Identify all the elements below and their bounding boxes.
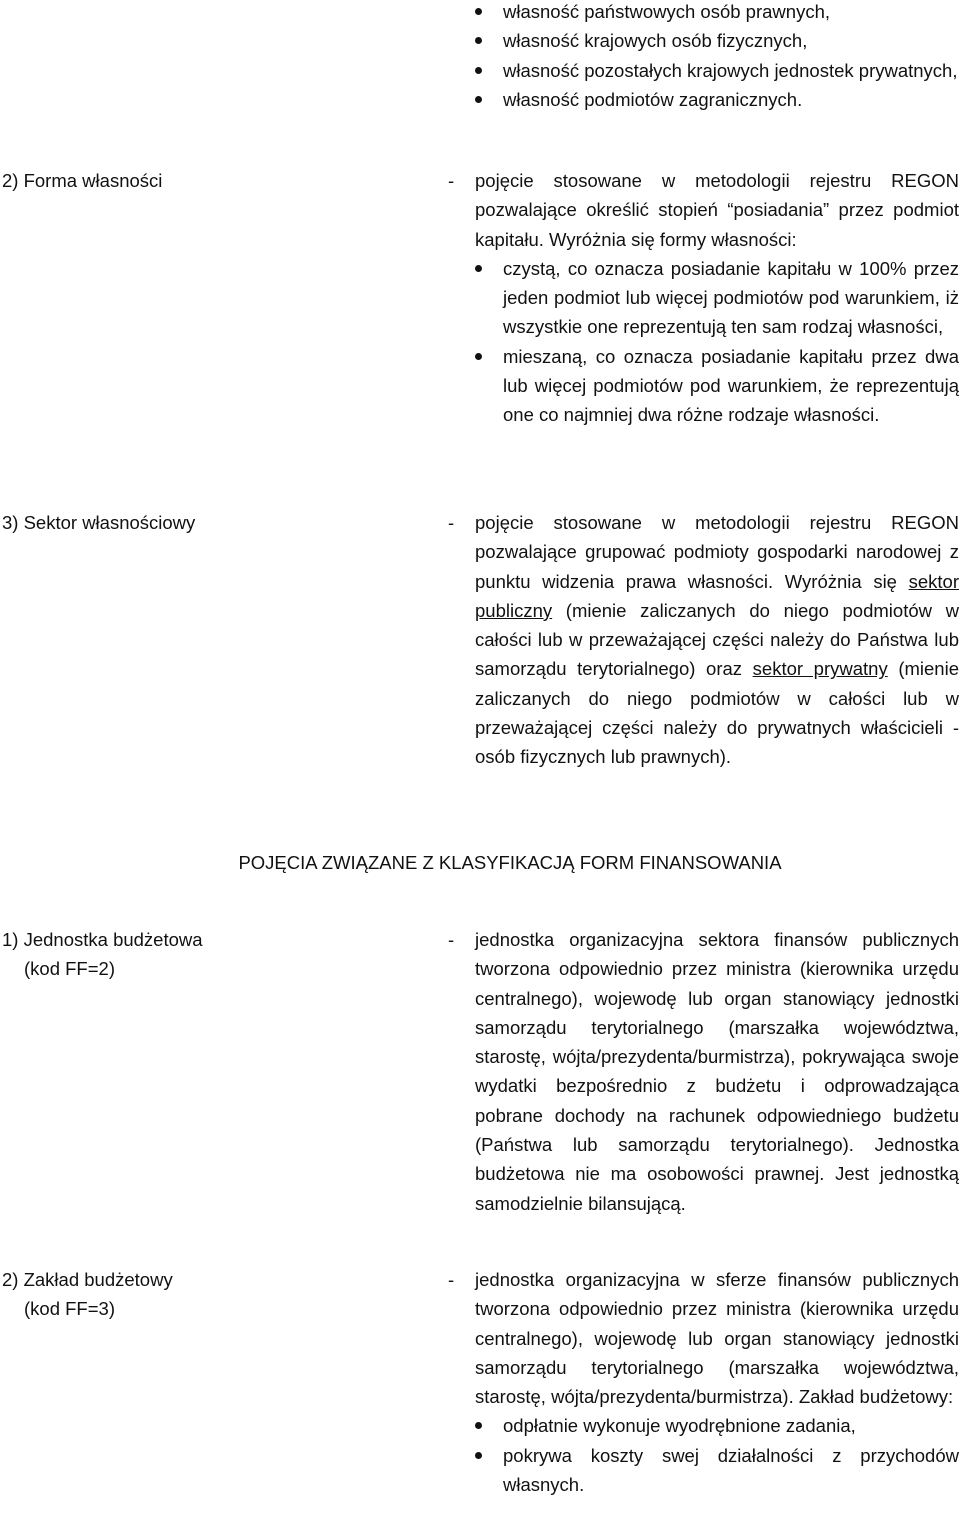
list-item: czystą, co oznacza posiadanie kapitału w 100% przez jeden podmiot lub więcej podmiotów pod warunkiem, iż wszystkie one reprezentują ten sam rodzaj własności, bbox=[475, 254, 959, 342]
term-title: 2) Zakład budżetowy bbox=[2, 1269, 173, 1290]
definition-sektor-wlasnosciowy bbox=[475, 508, 959, 772]
sektor-prywatny-term: sektor prywatny bbox=[752, 658, 888, 680]
term-code: (kod FF=3) bbox=[24, 1298, 115, 1320]
dash: - bbox=[448, 170, 455, 191]
sektor-publiczny-term: sektor publiczny bbox=[475, 570, 959, 621]
list-item: własność krajowych osób fizycznych, bbox=[475, 26, 959, 55]
text-segment: (mienie zaliczanych do niego podmiotów w całości lub w przeważającej części należy do Państwa lub samorządu terytorialnego) oraz bbox=[475, 599, 959, 680]
section-heading: POJĘCIA ZWIĄZANE Z KLASYFIKACJĄ FORM FINANSOWANIA bbox=[238, 852, 782, 873]
dash: - bbox=[448, 1269, 455, 1290]
term-title: 1) Jednostka budżetowa bbox=[2, 929, 203, 950]
list-item: własność pozostałych krajowych jednostek prywatnych, bbox=[475, 56, 959, 85]
definition-zaklad-budzetowy bbox=[475, 1265, 959, 1499]
definition-intro: pojęcie stosowane w metodologii rejestru REGON pozwalające określić stopień “posiadania” przez podmiot kapitału. Wyróżnia się formy własności: bbox=[475, 170, 959, 250]
text-segment: pojęcie stosowane w metodologii rejestru REGON pozwalające grupować podmioty gospodarki narodowej z punktu widzenia prawa własności. Wyróżnia się bbox=[475, 512, 959, 592]
dash: - bbox=[448, 512, 455, 533]
list-item: własność państwowych osób prawnych, bbox=[475, 0, 959, 26]
list-item: mieszaną, co oznacza posiadanie kapitału przez dwa lub więcej podmiotów pod warunkiem, że reprezentują one co najmniej dwa różne rodzaje własności. bbox=[475, 342, 959, 430]
top-bullet-list bbox=[475, 0, 959, 114]
definition-paragraph bbox=[475, 508, 959, 772]
definition-jednostka-budzetowa bbox=[475, 925, 959, 1218]
term-zaklad-budzetowy bbox=[2, 1265, 173, 1324]
term-forma-wlasnosci: 2) Forma własności bbox=[2, 170, 163, 191]
definition-intro: jednostka organizacyjna w sferze finansów publicznych tworzona odpowiednio przez ministra (kierownika urzędu centralnego), wojewodę lub organ stanowiący jednostki samorządu terytorialnego (marszałka województwa, starostę, wójta/prezydenta/burmistrza). Zakład budżetowy: bbox=[475, 1269, 959, 1408]
term-sektor-wlasnosciowy: 3) Sektor własnościowy bbox=[2, 512, 196, 533]
definition-forma-wlasnosci bbox=[475, 166, 959, 430]
term-code: (kod FF=2) bbox=[24, 958, 115, 980]
list-item: własność podmiotów zagranicznych. bbox=[475, 85, 959, 114]
definition-paragraph: jednostka organizacyjna sektora finansów publicznych tworzona odpowiednio przez ministra (kierownika urzędu centralnego), wojewodę lub organ stanowiący jednostki samorządu terytorialnego (marszałka województwa, starostę, wójta/prezydenta/burmistrza), pokrywająca swoje wydatki bezpośrednio z budżetu i odprowadzająca pobrane dochody na rachunek odpowiedniego budżetu (Państwa lub samorządu terytorialnego). Jednostka budżetowa nie ma osobowości prawnej. Jest jednostką samodzielnie bilansującą. bbox=[475, 929, 959, 1214]
dash: - bbox=[448, 929, 455, 950]
term-jednostka-budzetowa bbox=[2, 925, 203, 984]
list-item: odpłatnie wykonuje wyodrębnione zadania, bbox=[475, 1411, 959, 1440]
list-item: pokrywa koszty swej działalności z przychodów własnych. bbox=[475, 1441, 959, 1500]
text-segment: (mienie zaliczanych do niego podmiotów w całości lub w przeważającej części należy do prywatnych właścicieli - osób fizycznych lub prawnych). bbox=[475, 658, 959, 768]
